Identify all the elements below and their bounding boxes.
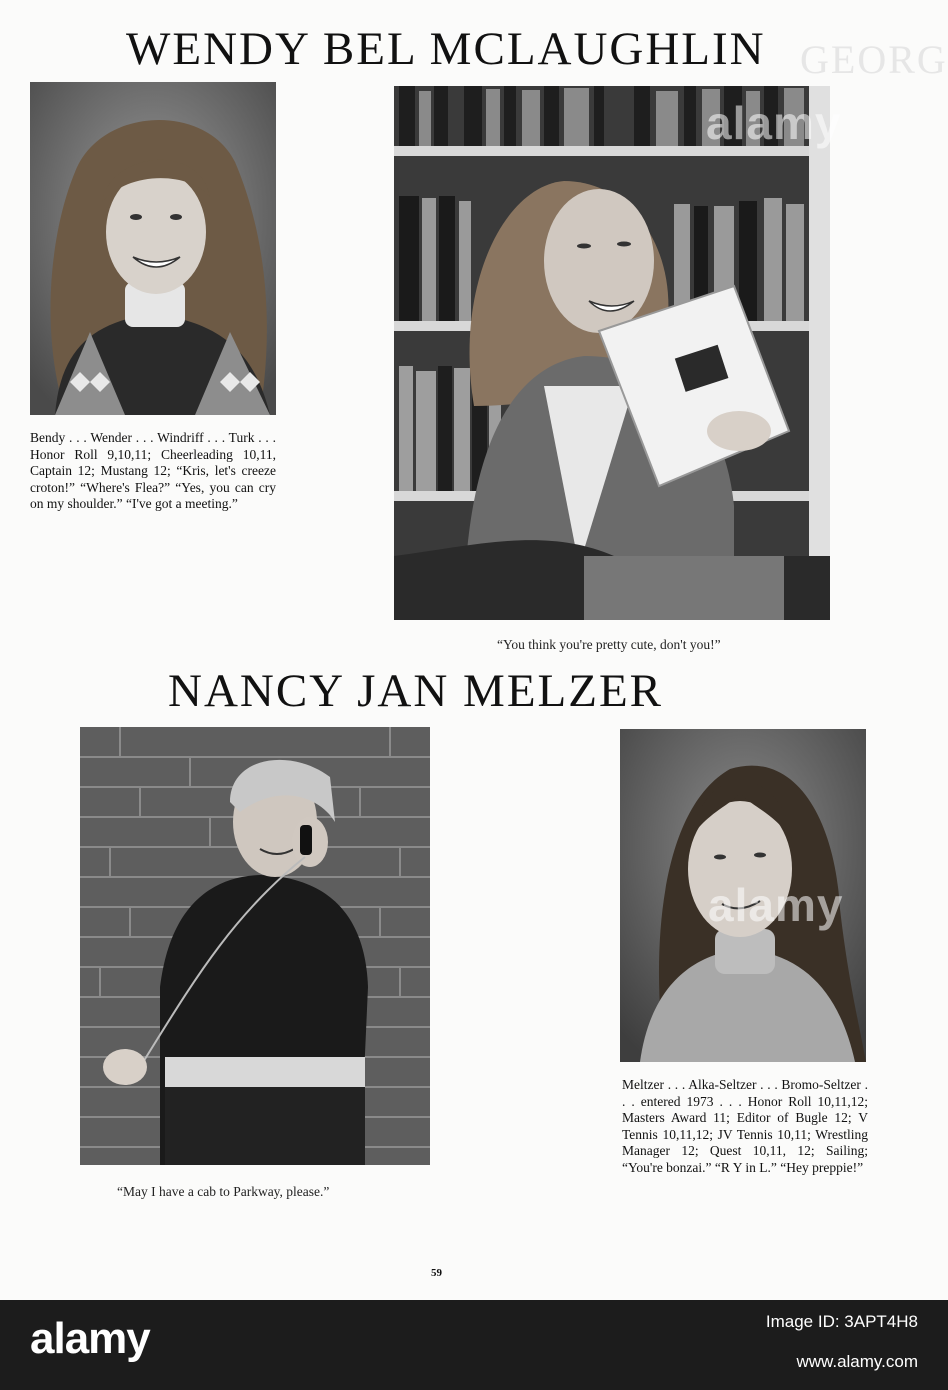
alamy-logo: alamy xyxy=(30,1314,150,1363)
candid-photo-nancy xyxy=(80,727,430,1165)
bio-wendy: Bendy . . . Wender . . . Windriff . . . Turk . . . Honor Roll 9,10,11; Cheerleading 10,11, Captain 12; Mustang 12; “Kris, let's creeze croton!” “Where's Flea?” “Yes, you can cry on my shoulder.” “I've got a meeting.” xyxy=(30,430,276,511)
image-id-label: Image ID: 3APT4H8 xyxy=(765,1312,918,1331)
portrait-photo-wendy xyxy=(30,82,276,415)
student-name-wendy: WENDY BEL MCLAUGHLIN xyxy=(126,23,766,75)
candid-photo-wendy xyxy=(394,86,830,620)
caption-nancy: “May I have a cab to Parkway, please.” xyxy=(117,1184,330,1199)
bleed-through-heading: GEORG xyxy=(800,37,948,82)
watermark-text-1: alamy xyxy=(706,97,842,149)
student-name-nancy: NANCY JAN MELZER xyxy=(168,665,664,717)
bio-nancy: Meltzer . . . Alka-Seltzer . . . Bromo-Seltzer . . . entered 1973 . . . Honor Roll 10,11,12; Masters Award 11; Editor of Bugle 12; V Tennis 10,11,12; JV Tennis 10,11; Wrestling Manager 12; Quest 10,11, 12; Sailing; “You're bonzai.” “R Y in L.” “Hey preppie!” xyxy=(622,1077,868,1175)
stock-footer-bar xyxy=(0,1300,948,1390)
site-url: www.alamy.com xyxy=(796,1352,918,1371)
watermark-text-2: alamy xyxy=(708,879,844,931)
page-number: 59 xyxy=(431,1267,442,1279)
caption-wendy: “You think you're pretty cute, don't you!” xyxy=(497,637,721,652)
